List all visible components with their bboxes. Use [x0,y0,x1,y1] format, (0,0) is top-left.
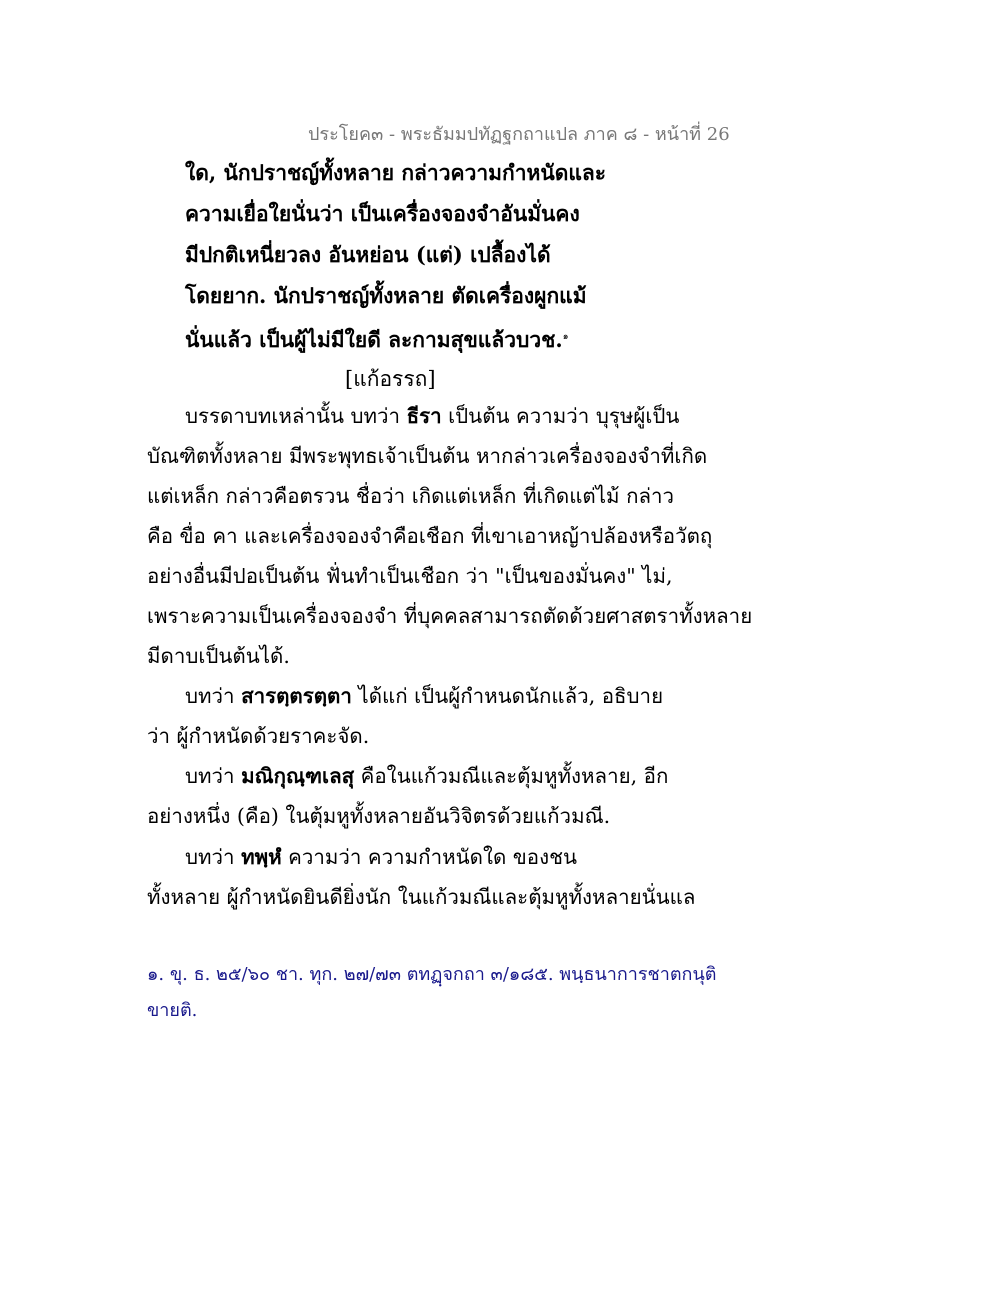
para-4-line-1 [185,842,577,872]
footnote-line-2: ขายติ. [147,1000,198,1021]
footnote-line-1: ๑. ขุ. ธ. ๒๕/๖๐ ชา. ทุก. ๒๗/๗๓ ตทฏฺจกถา ๓/๑๘๕. พนฺธนาการชาตกนุติ [147,964,717,985]
para-1-text-c: เป็นต้น ความว่า บุรุษผู้เป็น [441,404,680,428]
para-1-term: ธีรา [406,404,442,428]
para-1-line-4: คือ ขื่อ คา และเครื่องจองจำคือเชือก ที่เขาเอาหญ้าปล้องหรือวัตถุ [147,524,713,548]
verse-line-5-text: นั่นแล้ว เป็นผู้ไม่มีใยดี ละกามสุขแล้วบวช. [185,327,563,352]
page-header: ประโยค๓ - พระธัมมปทัฏฐกถาแปล ภาค ๘ - หน้าที่ 26 [308,124,730,145]
para-2-text-a: บทว่า [185,684,242,708]
verse-line-5 [185,322,568,355]
para-1-text-a: บรรดาบทเหล่านั้น บทว่า [185,404,407,428]
verse-line-3: มีปกติเหนี่ยวลง อันหย่อน (แต่) เปลื้องได้ [185,242,551,267]
verse-line-2: ความเยื่อใยนั่นว่า เป็นเครื่องจองจำอันมั่นคง [185,201,580,226]
para-3-line-1 [185,761,668,791]
section-title: [แก้อรรถ] [345,367,436,391]
para-1-line-3: แต่เหล็ก กล่าวคือตรวน ชื่อว่า เกิดแต่เหล็ก ที่เกิดแต่ไม้ กล่าว [147,484,675,508]
para-2-line-1 [185,681,663,711]
para-1-line-6: เพราะความเป็นเครื่องจองจำ ที่บุคคลสามารถตัดด้วยศาสตราทั้งหลาย [147,604,753,628]
para-1-line-7: มีดาบเป็นต้นได้. [147,644,290,668]
verse-line-1: ใด, นักปราชญ์ทั้งหลาย กล่าวความกำหนัดและ [185,160,607,185]
para-4-text-a: บทว่า [185,845,242,869]
para-3-term: มณิกุณฺฑเลสุ [241,764,355,788]
para-2-term: สารตฺตรตฺตา [241,684,352,708]
para-3-text-a: บทว่า [185,764,242,788]
para-3-line-2: อย่างหนึ่ง (คือ) ในตุ้มหูทั้งหลายอันวิจิตรด้วยแก้วมณี. [147,804,611,828]
para-1-line-2: บัณฑิตทั้งหลาย มีพระพุทธเจ้าเป็นต้น หากล่าวเครื่องจองจำที่เกิด [147,444,708,468]
footnote-mark: ๑ [562,332,569,342]
para-1-line-5: อย่างอื่นมีปอเป็นต้น ฟั่นทำเป็นเชือก ว่า "เป็นของมั่นคง" ไม่, [147,564,673,588]
para-4-term: ทพฺหํ [241,845,282,869]
para-2-line-2: ว่า ผู้กำหนัดด้วยราคะจัด. [147,724,370,748]
para-4-text-c: ความว่า ความกำหนัดใด ของชน [281,845,578,869]
para-2-text-c: ได้แก่ เป็นผู้กำหนดนักแล้ว, อธิบาย [351,684,664,708]
verse-line-4: โดยยาก. นักปราชญ์ทั้งหลาย ตัดเครื่องผูกแม้ [185,283,587,308]
para-4-line-2: ทั้งหลาย ผู้กำหนัดยินดียิ่งนัก ในแก้วมณีและตุ้มหูทั้งหลายนั่นแล [147,885,696,909]
para-3-text-c: คือในแก้วมณีและตุ้มหูทั้งหลาย, อีก [354,764,669,788]
para-1-line-1 [185,401,679,431]
